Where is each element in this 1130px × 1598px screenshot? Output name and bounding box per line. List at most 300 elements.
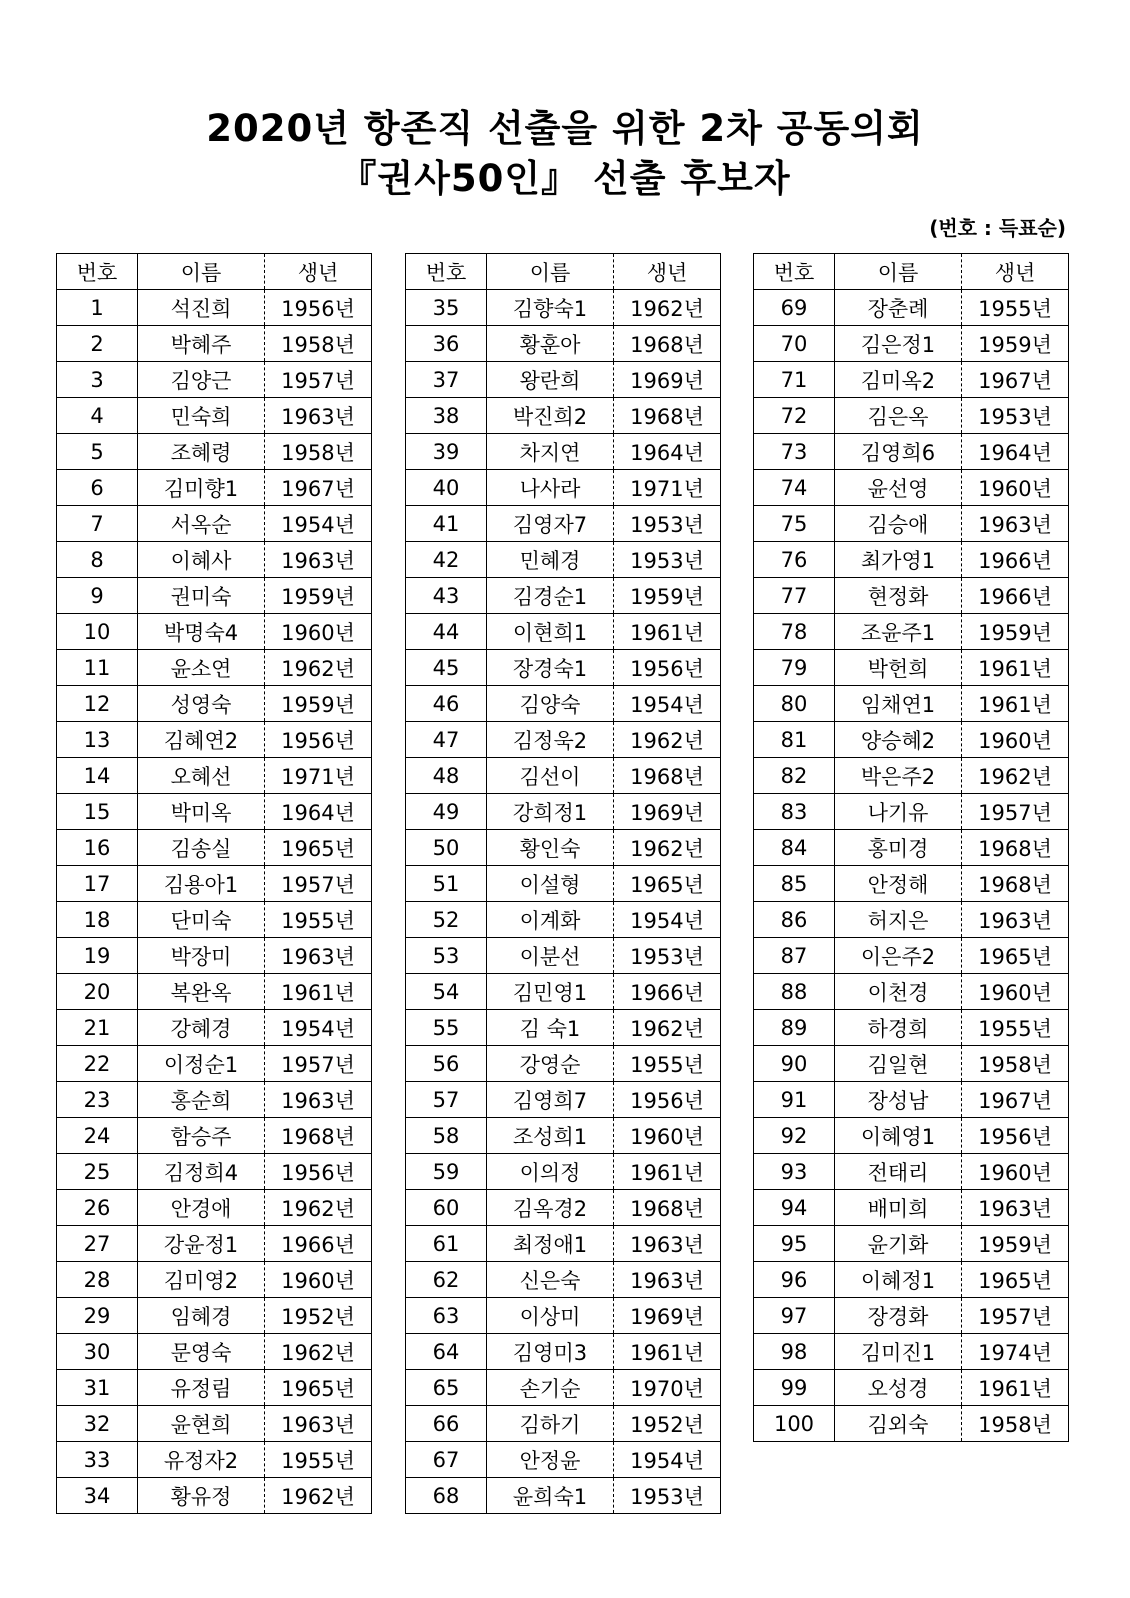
table-row [57, 722, 372, 758]
candidate-name: 임채연1 [835, 686, 962, 722]
candidate-number: 57 [406, 1082, 487, 1118]
candidate-birth-year: 1963년 [962, 506, 1069, 542]
table-row [57, 398, 372, 434]
candidate-birth-year: 1960년 [265, 614, 372, 650]
candidate-name: 김경순1 [487, 578, 614, 614]
table-row [57, 1010, 372, 1046]
candidate-birth-year: 1957년 [265, 362, 372, 398]
candidate-name: 박헌희 [835, 650, 962, 686]
candidate-name: 이설형 [487, 866, 614, 902]
table-row [406, 1154, 721, 1190]
candidate-name: 김송실 [138, 830, 265, 866]
candidate-number: 82 [754, 758, 835, 794]
candidate-number: 44 [406, 614, 487, 650]
table-row [754, 1298, 1069, 1334]
candidate-name: 박명숙4 [138, 614, 265, 650]
candidate-birth-year: 1961년 [962, 1370, 1069, 1406]
table-row [406, 1262, 721, 1298]
candidate-birth-year: 1960년 [962, 722, 1069, 758]
candidate-name: 이상미 [487, 1298, 614, 1334]
candidate-number: 18 [57, 902, 138, 938]
table-row [406, 686, 721, 722]
table-row [406, 1370, 721, 1406]
candidate-number: 63 [406, 1298, 487, 1334]
candidate-number: 97 [754, 1298, 835, 1334]
table-row [754, 326, 1069, 362]
table-row [406, 758, 721, 794]
candidate-birth-year: 1959년 [962, 614, 1069, 650]
candidate-name: 김미향1 [138, 470, 265, 506]
candidate-name: 박혜주 [138, 326, 265, 362]
candidate-birth-year: 1964년 [614, 434, 721, 470]
candidate-name: 조혜령 [138, 434, 265, 470]
table-row [406, 794, 721, 830]
table-row [57, 686, 372, 722]
candidate-name: 박은주2 [835, 758, 962, 794]
table-row [406, 974, 721, 1010]
candidate-number: 12 [57, 686, 138, 722]
table-row [754, 434, 1069, 470]
candidate-number: 96 [754, 1262, 835, 1298]
table-row [406, 1298, 721, 1334]
candidate-number: 58 [406, 1118, 487, 1154]
candidate-birth-year: 1963년 [962, 1190, 1069, 1226]
candidate-number: 62 [406, 1262, 487, 1298]
table-row [406, 1226, 721, 1262]
candidate-birth-year: 1956년 [962, 1118, 1069, 1154]
candidate-number: 28 [57, 1262, 138, 1298]
candidate-birth-year: 1960년 [962, 974, 1069, 1010]
candidate-number: 5 [57, 434, 138, 470]
candidate-birth-year: 1962년 [614, 290, 721, 326]
candidate-name: 안경애 [138, 1190, 265, 1226]
candidate-number: 47 [406, 722, 487, 758]
candidate-birth-year: 1965년 [265, 830, 372, 866]
candidate-number: 83 [754, 794, 835, 830]
candidate-number: 46 [406, 686, 487, 722]
candidate-number: 4 [57, 398, 138, 434]
candidate-birth-year: 1968년 [614, 326, 721, 362]
table-row [406, 1334, 721, 1370]
candidate-name: 장경화 [835, 1298, 962, 1334]
candidate-name: 성영숙 [138, 686, 265, 722]
table-row [57, 542, 372, 578]
candidate-number: 33 [57, 1442, 138, 1478]
candidate-number: 34 [57, 1478, 138, 1514]
candidate-birth-year: 1959년 [962, 326, 1069, 362]
candidate-name: 김영희6 [835, 434, 962, 470]
candidate-number: 16 [57, 830, 138, 866]
candidate-name: 박진희2 [487, 398, 614, 434]
candidate-number: 52 [406, 902, 487, 938]
candidate-name: 이계화 [487, 902, 614, 938]
candidate-number: 80 [754, 686, 835, 722]
table-row [57, 1118, 372, 1154]
candidate-name: 이천경 [835, 974, 962, 1010]
candidate-name: 김미옥2 [835, 362, 962, 398]
table-row [57, 470, 372, 506]
candidate-birth-year: 1956년 [265, 290, 372, 326]
candidate-name: 석진희 [138, 290, 265, 326]
candidate-number: 72 [754, 398, 835, 434]
candidate-number: 91 [754, 1082, 835, 1118]
candidate-birth-year: 1968년 [614, 1190, 721, 1226]
candidate-birth-year: 1961년 [265, 974, 372, 1010]
table-row [406, 1010, 721, 1046]
candidate-number: 98 [754, 1334, 835, 1370]
header-number: 번호 [406, 254, 487, 290]
table-row [57, 1154, 372, 1190]
candidate-name: 김하기 [487, 1406, 614, 1442]
candidate-number: 1 [57, 290, 138, 326]
table-row [57, 794, 372, 830]
candidate-number: 95 [754, 1226, 835, 1262]
candidate-number: 78 [754, 614, 835, 650]
table-row [406, 1406, 721, 1442]
table-row [754, 578, 1069, 614]
candidate-number: 71 [754, 362, 835, 398]
candidate-name: 유정림 [138, 1370, 265, 1406]
candidate-name: 조성희1 [487, 1118, 614, 1154]
candidate-birth-year: 1962년 [614, 1010, 721, 1046]
candidate-number: 49 [406, 794, 487, 830]
candidate-name: 김미영2 [138, 1262, 265, 1298]
table-row [754, 470, 1069, 506]
candidate-birth-year: 1963년 [265, 1082, 372, 1118]
candidate-number: 86 [754, 902, 835, 938]
candidate-number: 66 [406, 1406, 487, 1442]
table-row [57, 434, 372, 470]
table-row [406, 614, 721, 650]
candidate-table-2 [405, 253, 721, 1514]
candidate-name: 오성경 [835, 1370, 962, 1406]
table-row [754, 290, 1069, 326]
table-row [754, 902, 1069, 938]
candidate-number: 11 [57, 650, 138, 686]
candidate-name: 배미희 [835, 1190, 962, 1226]
candidate-name: 김선이 [487, 758, 614, 794]
candidate-number: 93 [754, 1154, 835, 1190]
candidate-birth-year: 1962년 [962, 758, 1069, 794]
table-row [754, 830, 1069, 866]
candidate-name: 윤소연 [138, 650, 265, 686]
candidate-birth-year: 1952년 [265, 1298, 372, 1334]
candidate-number: 92 [754, 1118, 835, 1154]
candidate-name: 김향숙1 [487, 290, 614, 326]
candidate-name: 이정순1 [138, 1046, 265, 1082]
candidate-birth-year: 1954년 [614, 1442, 721, 1478]
document-subtitle: 『권사50인』 선출 후보자 [339, 157, 791, 200]
candidate-birth-year: 1965년 [962, 1262, 1069, 1298]
table-row [57, 362, 372, 398]
header-row [754, 254, 1069, 290]
candidate-number: 87 [754, 938, 835, 974]
candidate-birth-year: 1962년 [265, 1478, 372, 1514]
table-row [57, 758, 372, 794]
candidate-birth-year: 1969년 [614, 794, 721, 830]
table-row [57, 938, 372, 974]
table-row [754, 1046, 1069, 1082]
header-name: 이름 [138, 254, 265, 290]
candidate-number: 20 [57, 974, 138, 1010]
candidate-number: 89 [754, 1010, 835, 1046]
candidate-birth-year: 1960년 [265, 1262, 372, 1298]
candidate-name: 홍미경 [835, 830, 962, 866]
candidate-birth-year: 1968년 [265, 1118, 372, 1154]
table-row [406, 830, 721, 866]
candidate-name: 김용아1 [138, 866, 265, 902]
candidate-birth-year: 1957년 [962, 794, 1069, 830]
candidate-birth-year: 1954년 [265, 1010, 372, 1046]
candidate-number: 90 [754, 1046, 835, 1082]
table-row [57, 326, 372, 362]
candidate-name: 김은옥 [835, 398, 962, 434]
candidate-name: 김승애 [835, 506, 962, 542]
candidate-name: 박미옥 [138, 794, 265, 830]
candidate-birth-year: 1960년 [614, 1118, 721, 1154]
candidate-number: 35 [406, 290, 487, 326]
candidate-birth-year: 1953년 [614, 506, 721, 542]
candidate-birth-year: 1958년 [265, 326, 372, 362]
table-row [754, 1010, 1069, 1046]
table-row [406, 866, 721, 902]
candidate-birth-year: 1955년 [962, 290, 1069, 326]
candidate-number: 60 [406, 1190, 487, 1226]
candidate-number: 26 [57, 1190, 138, 1226]
candidate-birth-year: 1956년 [614, 1082, 721, 1118]
candidate-birth-year: 1966년 [962, 578, 1069, 614]
candidate-name: 신은숙 [487, 1262, 614, 1298]
candidate-birth-year: 1960년 [962, 470, 1069, 506]
table-row [406, 290, 721, 326]
candidate-number: 17 [57, 866, 138, 902]
candidate-name: 민혜경 [487, 542, 614, 578]
candidate-number: 51 [406, 866, 487, 902]
candidate-number: 22 [57, 1046, 138, 1082]
candidate-name: 김일현 [835, 1046, 962, 1082]
candidate-birth-year: 1955년 [962, 1010, 1069, 1046]
candidate-name: 안정해 [835, 866, 962, 902]
candidate-birth-year: 1958년 [962, 1046, 1069, 1082]
candidate-birth-year: 1962년 [614, 722, 721, 758]
candidate-birth-year: 1964년 [265, 794, 372, 830]
candidate-name: 허지은 [835, 902, 962, 938]
candidate-name: 차지연 [487, 434, 614, 470]
candidate-name: 강희정1 [487, 794, 614, 830]
table-row [754, 542, 1069, 578]
candidate-birth-year: 1957년 [265, 866, 372, 902]
candidate-birth-year: 1952년 [614, 1406, 721, 1442]
candidate-number: 9 [57, 578, 138, 614]
candidate-number: 7 [57, 506, 138, 542]
candidate-number: 65 [406, 1370, 487, 1406]
candidate-number: 48 [406, 758, 487, 794]
candidate-birth-year: 1971년 [265, 758, 372, 794]
table-row [57, 1370, 372, 1406]
table-row [57, 650, 372, 686]
candidate-birth-year: 1959년 [265, 686, 372, 722]
table-row [754, 398, 1069, 434]
candidate-name: 현정화 [835, 578, 962, 614]
candidate-birth-year: 1965년 [614, 866, 721, 902]
candidate-number: 67 [406, 1442, 487, 1478]
header-birth-year: 생년 [962, 254, 1069, 290]
candidate-birth-year: 1955년 [265, 1442, 372, 1478]
candidate-birth-year: 1965년 [962, 938, 1069, 974]
candidate-name: 김외숙 [835, 1406, 962, 1442]
candidate-birth-year: 1953년 [614, 1478, 721, 1514]
table-row [754, 614, 1069, 650]
candidate-number: 40 [406, 470, 487, 506]
table-row [754, 650, 1069, 686]
candidate-name: 왕란희 [487, 362, 614, 398]
candidate-birth-year: 1967년 [265, 470, 372, 506]
candidate-birth-year: 1966년 [265, 1226, 372, 1262]
table-row [406, 506, 721, 542]
candidate-number: 53 [406, 938, 487, 974]
candidate-birth-year: 1968년 [614, 758, 721, 794]
candidate-name: 양승혜2 [835, 722, 962, 758]
candidate-number: 8 [57, 542, 138, 578]
candidate-name: 이은주2 [835, 938, 962, 974]
candidate-birth-year: 1956년 [265, 1154, 372, 1190]
candidate-name: 장춘례 [835, 290, 962, 326]
table-row [754, 866, 1069, 902]
candidate-name: 김혜연2 [138, 722, 265, 758]
table-row [406, 1442, 721, 1478]
candidate-number: 6 [57, 470, 138, 506]
candidate-birth-year: 1957년 [265, 1046, 372, 1082]
candidate-name: 이의정 [487, 1154, 614, 1190]
table-row [754, 1154, 1069, 1190]
candidate-birth-year: 1957년 [962, 1298, 1069, 1334]
table-row [754, 1262, 1069, 1298]
document-title: 2020년 항존직 선출을 위한 2차 공동의회 [206, 107, 924, 150]
candidate-name: 김영희7 [487, 1082, 614, 1118]
table-row [406, 1478, 721, 1514]
candidate-birth-year: 1962년 [614, 830, 721, 866]
candidate-birth-year: 1956년 [265, 722, 372, 758]
candidate-birth-year: 1960년 [962, 1154, 1069, 1190]
candidate-name: 이혜영1 [835, 1118, 962, 1154]
candidate-number: 13 [57, 722, 138, 758]
table-row [754, 1082, 1069, 1118]
candidate-name: 황훈아 [487, 326, 614, 362]
table-row [57, 578, 372, 614]
candidate-birth-year: 1955년 [265, 902, 372, 938]
sort-note: (번호 : 득표순) [929, 216, 1066, 240]
candidate-number: 21 [57, 1010, 138, 1046]
candidate-name: 이분선 [487, 938, 614, 974]
table-row [406, 1082, 721, 1118]
table-row [406, 1190, 721, 1226]
candidate-birth-year: 1969년 [614, 1298, 721, 1334]
candidate-table-3 [753, 253, 1069, 1442]
table-row [406, 434, 721, 470]
candidate-number: 76 [754, 542, 835, 578]
candidate-birth-year: 1971년 [614, 470, 721, 506]
candidate-name: 임혜경 [138, 1298, 265, 1334]
candidate-name: 최가영1 [835, 542, 962, 578]
candidate-name: 하경희 [835, 1010, 962, 1046]
candidate-birth-year: 1961년 [614, 1334, 721, 1370]
candidate-name: 오혜선 [138, 758, 265, 794]
table-row [754, 1226, 1069, 1262]
candidate-name: 함승주 [138, 1118, 265, 1154]
candidate-name: 김은정1 [835, 326, 962, 362]
candidate-number: 36 [406, 326, 487, 362]
candidate-number: 85 [754, 866, 835, 902]
candidate-birth-year: 1963년 [265, 542, 372, 578]
candidate-number: 42 [406, 542, 487, 578]
candidate-birth-year: 1963년 [265, 938, 372, 974]
candidate-birth-year: 1954년 [614, 902, 721, 938]
table-row [57, 1262, 372, 1298]
candidate-number: 88 [754, 974, 835, 1010]
candidate-name: 홍순희 [138, 1082, 265, 1118]
table-row [57, 866, 372, 902]
candidate-name: 권미숙 [138, 578, 265, 614]
candidate-birth-year: 1953년 [614, 542, 721, 578]
candidate-name: 윤선영 [835, 470, 962, 506]
candidate-birth-year: 1961년 [614, 614, 721, 650]
table-row [754, 1334, 1069, 1370]
candidate-birth-year: 1965년 [265, 1370, 372, 1406]
candidate-name: 김영미3 [487, 1334, 614, 1370]
candidate-name: 안정윤 [487, 1442, 614, 1478]
candidate-number: 29 [57, 1298, 138, 1334]
candidate-birth-year: 1963년 [962, 902, 1069, 938]
table-row [57, 506, 372, 542]
candidate-name: 김양숙 [487, 686, 614, 722]
table-row [406, 902, 721, 938]
candidate-name: 전태리 [835, 1154, 962, 1190]
candidate-number: 15 [57, 794, 138, 830]
candidate-name: 서옥순 [138, 506, 265, 542]
table-row [754, 686, 1069, 722]
candidate-number: 94 [754, 1190, 835, 1226]
table-row [57, 290, 372, 326]
candidate-table-1 [56, 253, 372, 1514]
candidate-name: 윤기화 [835, 1226, 962, 1262]
candidate-birth-year: 1963년 [614, 1262, 721, 1298]
candidate-number: 100 [754, 1406, 835, 1442]
candidate-number: 56 [406, 1046, 487, 1082]
table-row [406, 1118, 721, 1154]
table-row [754, 722, 1069, 758]
table-row [754, 1370, 1069, 1406]
candidate-name: 최정애1 [487, 1226, 614, 1262]
candidate-number: 25 [57, 1154, 138, 1190]
candidate-birth-year: 1963년 [265, 398, 372, 434]
header-row [57, 254, 372, 290]
candidate-name: 김영자7 [487, 506, 614, 542]
candidate-name: 김 숙1 [487, 1010, 614, 1046]
candidate-name: 김민영1 [487, 974, 614, 1010]
candidate-name: 이혜사 [138, 542, 265, 578]
table-row [754, 1190, 1069, 1226]
candidate-number: 31 [57, 1370, 138, 1406]
candidate-number: 32 [57, 1406, 138, 1442]
candidate-number: 69 [754, 290, 835, 326]
candidate-birth-year: 1958년 [962, 1406, 1069, 1442]
candidate-birth-year: 1969년 [614, 362, 721, 398]
candidate-birth-year: 1961년 [962, 686, 1069, 722]
candidate-name: 김정희4 [138, 1154, 265, 1190]
candidate-number: 23 [57, 1082, 138, 1118]
candidate-number: 24 [57, 1118, 138, 1154]
candidate-number: 81 [754, 722, 835, 758]
